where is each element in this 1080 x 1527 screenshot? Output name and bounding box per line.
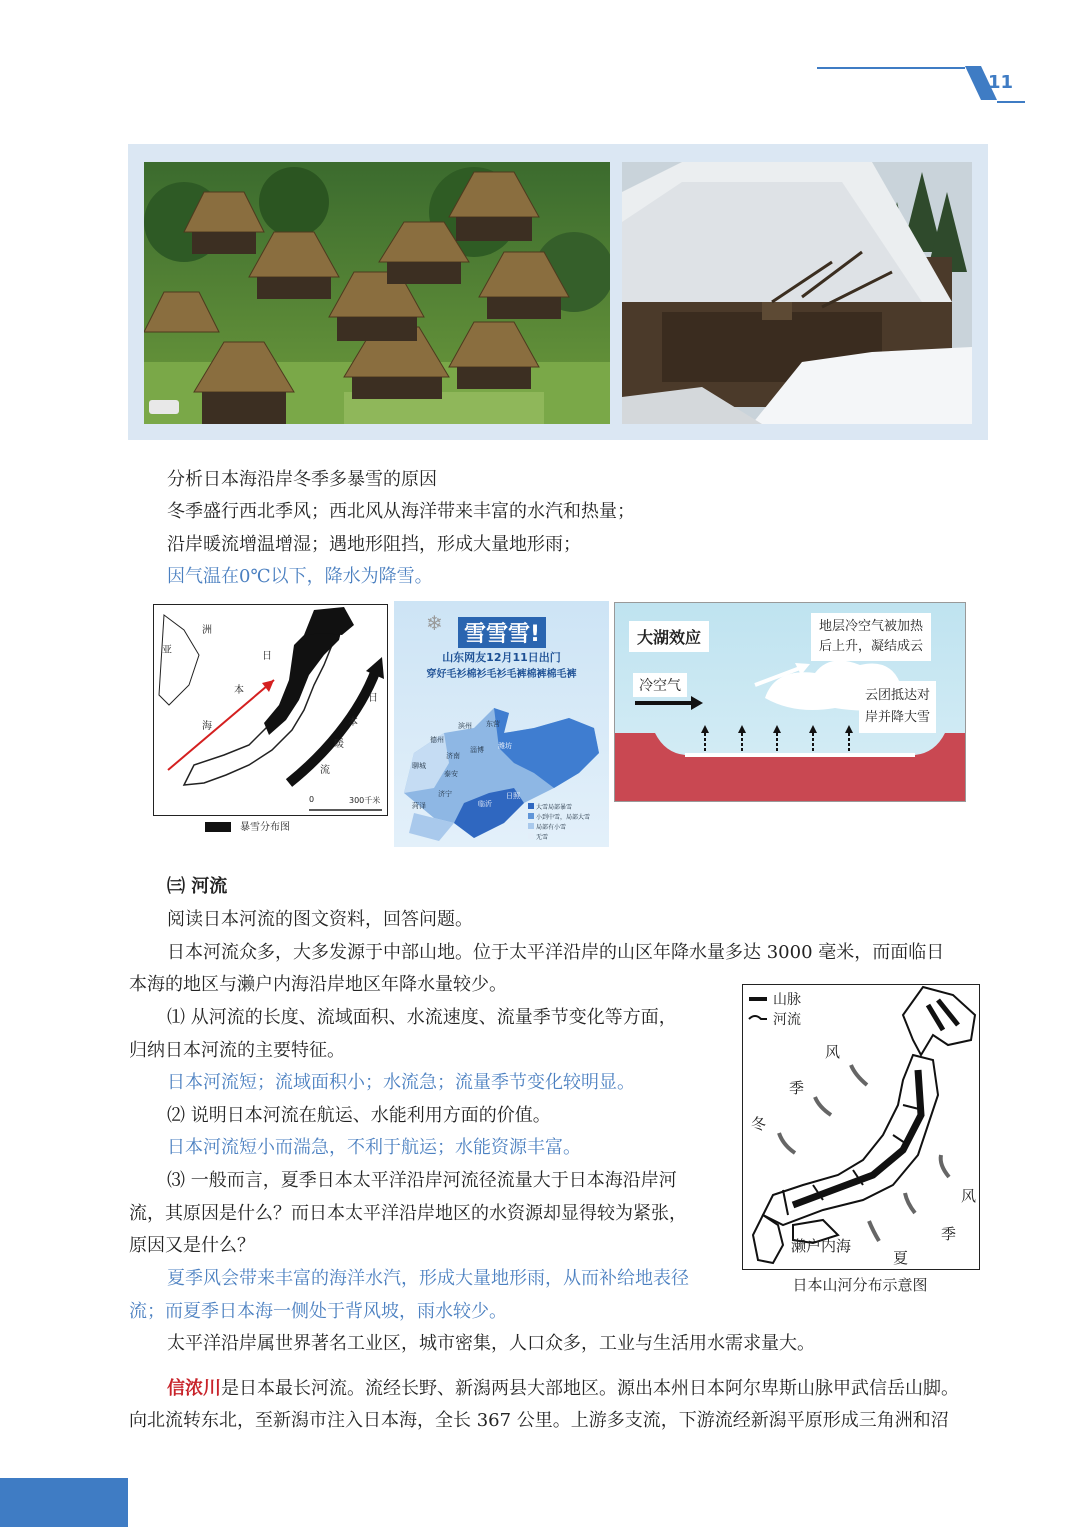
a3-line-1: 夏季风会带来丰富的海洋水汽，形成大量地形雨，从而补给地表径 (167, 1268, 689, 1289)
map-caption: 日本山河分布示意图 (792, 1276, 928, 1294)
legend-mountain-label: 山脉 (773, 992, 801, 1008)
section-heading (167, 871, 227, 903)
analysis-answer: 因气温在0℃以下，降水为降雪。 (167, 566, 433, 587)
section-intro: 阅读日本河流的图文资料，回答问题。 (167, 909, 473, 930)
city-taian: 泰安 (444, 770, 458, 778)
a3-line-2: 流；而夏季日本海一侧处于背风坡，雨水较少。 (129, 1301, 507, 1322)
legend-none: 无雪 (536, 833, 549, 841)
analysis-line-2: 沿岸暖流增温增湿；遇地形阻挡，形成大量地形雨； (167, 534, 581, 555)
village-photo (144, 162, 610, 424)
map-label-current-4: 流 (320, 765, 330, 776)
q2: ⑵ 说明日本河流在航运、水能利用方面的价值。 (167, 1105, 551, 1126)
city-jining: 济宁 (438, 790, 452, 798)
summer-wind-label-1: 风 (961, 1187, 977, 1205)
a3-line-3: 太平洋沿岸属世界著名工业区，城市密集，人口众多，工业与生活用水需求量大。 (167, 1333, 815, 1354)
city-dezhou: 德州 (430, 736, 444, 744)
para-line-1: 日本河流众多，大多发源于中部山地。位于太平洋沿岸的山区年降水量多达 3000 毫米，而面临日 (167, 942, 945, 963)
city-dongying: 东营 (486, 720, 500, 728)
legend-row (528, 801, 608, 811)
q3-line-3: 原因又是什么？ (129, 1235, 255, 1256)
photo-panel (128, 144, 988, 440)
shinano-line-1 (167, 1373, 959, 1405)
page-number: 11 (988, 72, 1014, 93)
city-jinan: 济南 (446, 752, 460, 760)
snow-house-photo (622, 162, 972, 424)
right-note-line-2: 岸并降大雪 (865, 710, 931, 725)
map-label-continent: 洲 (202, 625, 212, 636)
cold-air-label: 冷空气 (633, 673, 687, 697)
poster-subtitle-2: 穿好毛衫棉衫毛衫毛裤棉裤棉毛裤 (426, 669, 577, 680)
poster-subtitle-1: 山东网友12月11日出门 (442, 651, 561, 664)
right-note (859, 681, 936, 733)
lake-effect-title: 大湖效应 (629, 621, 709, 652)
poster-title: 雪雪雪! (458, 617, 546, 648)
legend-swatch (205, 822, 231, 832)
map-label-current-2: 本 (348, 717, 358, 728)
snowstorm-map (153, 604, 388, 816)
legend-moderate: 小到中雪，局部大雪 (536, 813, 591, 821)
winter-wind-label-2: 季 (789, 1079, 805, 1097)
shinano-river-name: 信浓川 (167, 1378, 221, 1399)
poster-legend (528, 801, 608, 841)
city-weifang: 潍坊 (498, 742, 512, 750)
scale-distance: 300千米 (349, 796, 381, 805)
legend-river-label: 河流 (773, 1012, 801, 1028)
analysis-line-1: 冬季盛行西北季风；西北风从海洋带来丰富的水汽和热量； (167, 501, 635, 522)
summer-wind-label-2: 季 (941, 1225, 957, 1243)
snowflake-icon: ❄ (426, 611, 443, 635)
lake-effect-diagram (614, 602, 966, 802)
top-note-line-2: 后上升，凝结成云 (819, 639, 924, 654)
shinano-line-2: 向北流转东北，至新潟市注入日本海，全长 367 公里。上游多支流，下游流经新潟平原形成三角洲和沼 (129, 1410, 949, 1431)
summer-wind-label-3: 夏 (893, 1249, 909, 1267)
map-label-sea-3: 海 (202, 721, 212, 732)
map-label-sea-1: 日 (262, 651, 272, 662)
scale-zero: 0 (309, 795, 315, 804)
q3-line-1: ⑶ 一般而言，夏季日本太平洋沿岸河流径流量大于日本海沿岸河 (167, 1170, 677, 1191)
city-heze: 菏泽 (412, 802, 426, 810)
legend-row (528, 831, 608, 841)
legend-light: 局部有小雪 (536, 823, 567, 831)
japan-rivers-map (742, 984, 980, 1270)
q3-line-2: 流，其原因是什么？而日本太平洋沿岸地区的水资源却显得较为紧张， (129, 1203, 687, 1224)
winter-wind-label-1: 风 (825, 1043, 841, 1061)
legend-row (528, 811, 608, 821)
legend-row (528, 821, 608, 831)
snow-poster (394, 601, 609, 847)
analysis-question: 分析日本海沿岸冬季多暴雪的原因 (167, 469, 437, 490)
top-note (811, 613, 931, 661)
winter-wind-label-3: 冬 (751, 1115, 767, 1133)
city-linyi: 临沂 (478, 800, 492, 808)
a1: 日本河流短；流域面积小；水流急；流量季节变化较明显。 (167, 1072, 635, 1093)
para-line-2: 本海的地区与濑户内海沿岸地区年降水量较少。 (129, 974, 507, 995)
footer-accent (0, 1478, 128, 1527)
map-label-sea-2: 本 (234, 685, 244, 696)
right-note-line-1: 云团抵达对 (865, 688, 931, 703)
a2: 日本河流短小而湍急，不利于航运；水能资源丰富。 (167, 1137, 581, 1158)
map-label-asia: 亚 (162, 645, 172, 656)
japan-outline-map (154, 605, 387, 815)
city-zibo: 淄博 (470, 746, 484, 754)
map-legend: 暴雪分布图 (240, 822, 290, 833)
city-rizhao: 日照 (506, 792, 520, 800)
q1-line-1: ⑴ 从河流的长度、流域面积、水流速度、流量季节变化等方面， (167, 1007, 677, 1028)
map-label-current-3: 暖 (334, 739, 344, 750)
seto-inland-sea-label: 濑户内海 (791, 1237, 852, 1255)
map-label-current-1: 日 (368, 693, 378, 704)
top-note-line-1: 地层冷空气被加热 (819, 619, 924, 634)
city-binzhou: 滨州 (458, 722, 472, 730)
shinano-line-1-text: 是日本最长河流。流经长野、新潟两县大部地区。源出本州日本阿尔卑斯山脉甲武信岳山脚。 (221, 1378, 959, 1399)
q1-line-2: 归纳日本河流的主要特征。 (129, 1040, 345, 1061)
section-heading-text: 河流 (191, 876, 228, 897)
city-liaocheng: 聊城 (412, 762, 426, 770)
legend-heavy: 大雪局部暴雪 (536, 803, 573, 811)
section-heading-number: ㈢ (167, 876, 185, 897)
